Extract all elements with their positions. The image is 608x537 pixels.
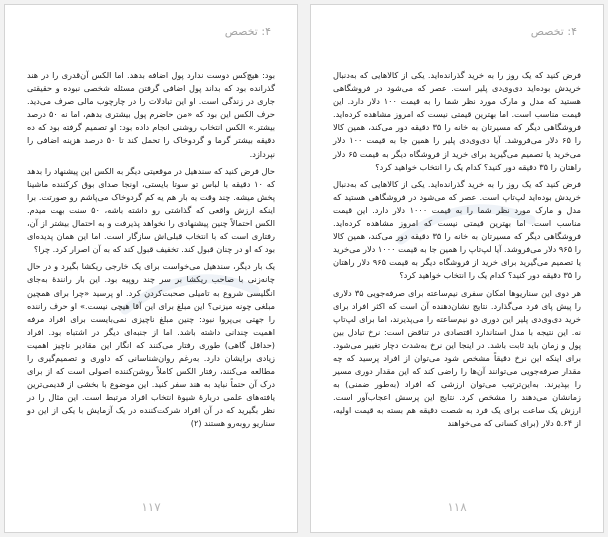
page-body <box>333 69 581 435</box>
paragraph: یک بار دیگر، سندهیل می‌خواست برای یک خارجی ریکشا بگیرد و در حال چانه‌زنی با صاحب ریکشا بر سر چند روپیه بود. این بار رانندهٔ به‌جای انگلیسی شروع به تامیلی صحبت‌کردن کرد. او پرسید «چرا برای همچین مبلغی چونه میزنی؟ این مبلغ برای این آقا هیچی نیست.» او حرف راننده را جهتی بی‌پروا نبود: چنین مبلغ ناچیزی نمی‌بایست برای افراد مرفه اهمیت چندانی داشته باشد. اما از جنبه‌ای دیگر در اشتباه بود. افراد (حداقل گاهی) طوری رفتار می‌کنند که انگار این مقادیر ناچیز اهمیت زیادی برایشان دارد. به‌رغم روان‌شناسانی که داوری و تصمیم‌گیری را مطالعه می‌کنند، رفتار الکس کاملاً روشن‌کننده اصولی است که از برای درک آن حتماً نباید به هند سفر کنید. این موضوع با بخشی از قدیمی‌ترین یافته‌های علمی دربارهٔ شیوهٔ انتخاب افراد مرتبط است. این مثال را در نظر بگیرید که در آن افراد شرکت‌کننده در یک آزمایش با یکی از این دو سناریو روبه‌رو هستند (۲) <box>27 261 275 429</box>
paragraph: فرض کنید که یک روز را به خرید گذرانده‌اید. یکی از کالاهایی که به‌دنبال خریدش بوده‌اید لپ‌تاپ است. عصر که می‌شود در فروشگاهی هستید که مدل و مارک مورد نظر شما را به قیمت ۱۰۰۰ دلار دارد. این قیمت مناسب است. اما بهترین قیمتی نیست که امروز مشاهده کرده‌اید. فروشگاهی دیگر که مسیرتان به خانه را ۳۵ دقیقه دور می‌کند، همین کالا را ۹۶۵ دلار می‌فروشد. آیا لپ‌تاپ را همین جا به قیمت ۱۰۰۰ دلار می‌خرید یا تصمیم می‌گیرید برای خرید از فروشگاه دیگر به قیمت ۹۶۵ دلار راهتان را ۳۵ دقیقه دور کنید؟ کدام یک را انتخاب خواهید کرد؟ <box>333 178 582 281</box>
chapter-header: ۴: تخصص <box>530 25 577 38</box>
chapter-header: ۴: تخصص <box>224 25 271 38</box>
right-page <box>310 4 604 533</box>
paragraph: بود: هیچ‌کس دوست ندارد پول اضافه بدهد. اما الکس آن‌قدری را در هند گذرانده بود که بداند پول اضافی گرفتن مسئله شخصی نبوده و حقیقتی جاری در زندگی است. او این تبادلات را در چارچوب مالی صرف می‌دید. حرف الکس این بود که «من حاضرم پول بیشتری بدهم، اما نه ۵۰ درصد بیشتر.» الکس انتخاب روشنی انجام داده بود: او تصمیم گرفته بود که ده دقیقه بیشتر گرما و گردوخاک را تحمل کند تا ۵۰ درصد هزینه اضافی را نپردازد. <box>27 70 275 159</box>
paragraph: حال فرض کنید که سندهیل در موقعیتی دیگر به الکس این پیشنهاد را بدهد که ۱۰ دقیقه با لباس تو سوتا بایستی، اونجا صدای بوق کرکننده ماشینا پخش میشه. چند وقت یه بار هم یه کم گردوخاک می‌پاشم رو صورتت. برا اینکه ارزش واقعی که گذاشتی رو داشته باشه، ۵۰ سنت بهت میدم. الکس احتمالاً چنین پیشنهادی را نخواهد پذیرفت و به احتمال بیشتر از آن، رفتاری است که با انتخاب قبلی‌اش سازگار است. اما این همان پدیده‌ای بود که او در چنان قبول کند. تخفیف قبول کند که به آن اصرار کرد. چرا؟ <box>27 165 276 255</box>
left-page <box>4 4 298 533</box>
page-body <box>27 69 275 435</box>
paragraph: هر دوی این سناریوها امکان سفری نیم‌ساعته برای صرفه‌جویی ۳۵ دلاری را پیش پای فرد می‌گذارد. نتایج نشان‌دهنده آن است که اکثر افراد برای خرید دی‌وی‌دی پلیر این دوری دو نیم‌ساعته را می‌پذیرند، اما برای لپ‌تاپ نه. این نتیجه با مدل استاندارد اقتصادی در تناقض است: نرخ تبادل بین پول و زمان باید ثابت باشد. در اینجا این نرخ به‌شدت دچار تغییر می‌شود. برای اینکه این نرخ دقیقاً مشخص شود می‌توان از افراد پرسید که چه مقدار صرفه‌جویی می‌توانند آن‌ها را راضی کند که این مقدار دوری مسیر را بپذیرند. به‌این‌ترتیب می‌توان ارزشی که افراد (به‌طور ضمنی) به زمانشان می‌دهند را مشخص کرد. نتایج این پرسش اعجاب‌آور است. ارزش یک ساعت برای یک فرد به شصت دقیقه هم بسته به قیمت اولیه، از ۵.۶۴ دلار (برای کسانی که می‌خواهند <box>333 287 582 429</box>
paragraph: فرض کنید که یک روز را به خرید گذرانده‌اید. یکی از کالاهایی که به‌دنبال خریدش بوده‌اید دی‌وی‌دی پلیر است. عصر که می‌شود در فروشگاهی هستید که مدل و مارک مورد نظر شما را به قیمت ۱۰۰ دلار دارد. این قیمت مناسب است. اما بهترین قیمتی نیست که امروز مشاهده کرده‌اید. فروشگاهی دیگر که مسیرتان به خانه را ۳۵ دقیقه دور می‌کند، همین کالا را ۶۵ دلار می‌فروشد. آیا دی‌وی‌دی پلیر را همین جا به قیمت ۱۰۰ دلار می‌خرید یا تصمیم می‌گیرید برای خرید از فروشگاه دیگر به قیمت ۶۵ دلار راهتان را ۳۵ دقیقه دور کنید؟ کدام یک را انتخاب خواهید کرد؟ <box>333 70 581 172</box>
page-number: ۱۱۷ <box>141 500 161 514</box>
page-number: ۱۱۸ <box>447 500 467 514</box>
